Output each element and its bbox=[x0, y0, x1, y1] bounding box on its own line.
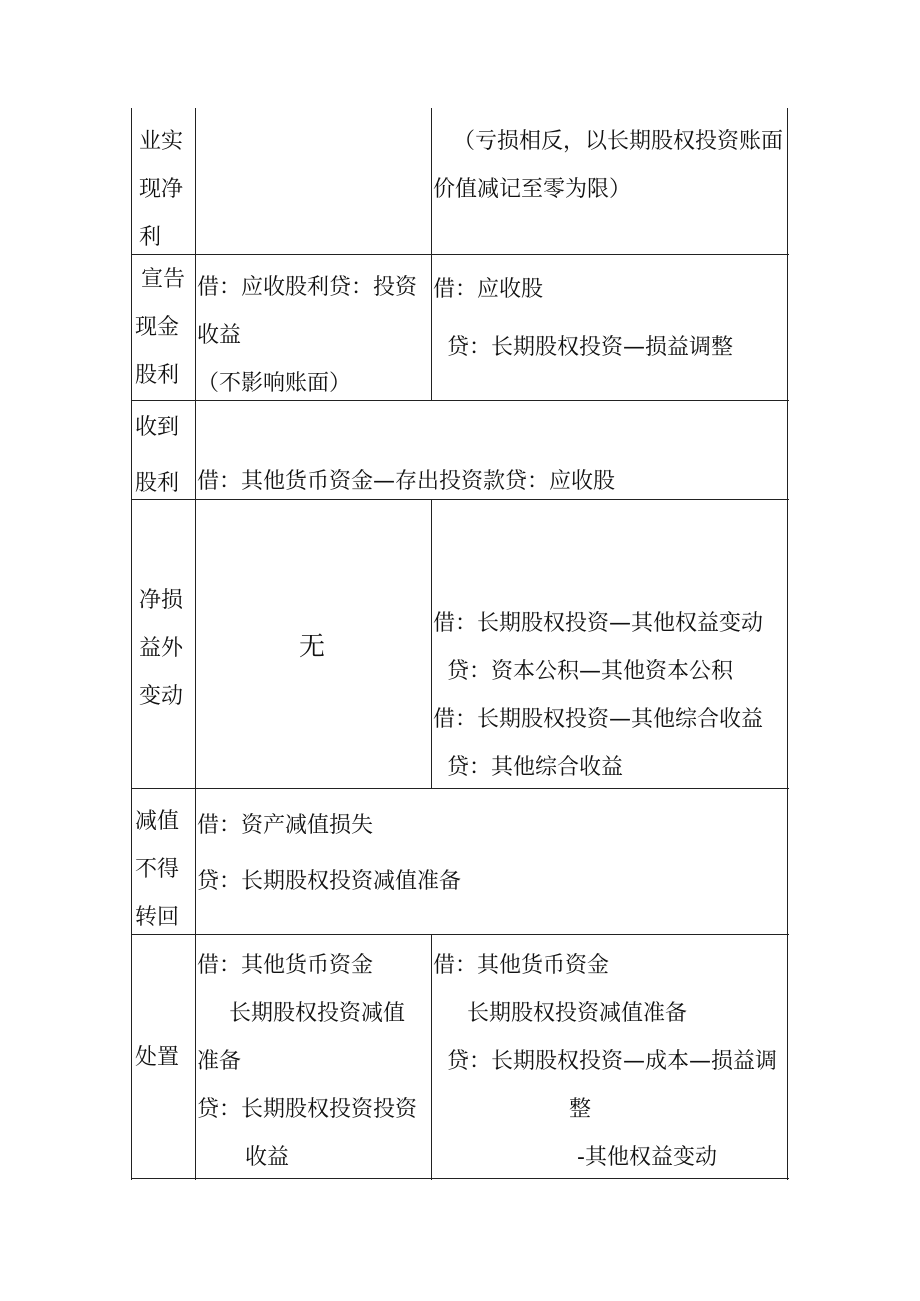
impairment-entry: 借：资产减值损失 贷：长期股权投资减值准备 bbox=[197, 813, 462, 894]
accounting-table bbox=[131, 108, 789, 1180]
cost-method-other-changes: 无 bbox=[299, 632, 326, 662]
equity-method-net-profit: （亏损相反，以长期股权投资账面 价值减记至零为限） bbox=[433, 129, 784, 202]
table-left-border bbox=[131, 108, 132, 1180]
row-label-receive-dividend: 收到 股利 bbox=[135, 415, 180, 496]
equity-method-cash-dividend: 借：应收股 贷：长期股权投资—损益调整 bbox=[433, 277, 734, 360]
row-label-net-profit: 业实 现净 利 bbox=[139, 129, 184, 250]
equity-method-other-changes: 借：长期股权投资—其他权益变动 贷：资本公积—其他资本公积 借：长期股权投资—其他综合收益 贷：其他综合收益 bbox=[433, 611, 764, 780]
table-right-border bbox=[787, 108, 788, 1180]
row-divider bbox=[131, 934, 789, 935]
equity-method-disposal: 借：其他货币资金 长期股权投资减值准备 贷：长期股权投资—成本—损益调 整 -其他权益变动 bbox=[433, 953, 778, 1170]
row-label-cash-dividend: 宣告 现金 股利 bbox=[135, 267, 186, 388]
cost-method-cash-dividend: 借：应收股利贷：投资 收益 （不影响账面） bbox=[197, 275, 418, 396]
cost-method-disposal: 借：其他货币资金 长期股权投资减值 准备 贷：长期股权投资投资 收益 bbox=[197, 953, 418, 1170]
column-divider bbox=[431, 499, 432, 788]
row-label-disposal: 处置 bbox=[135, 1045, 180, 1070]
row-divider bbox=[131, 254, 789, 255]
column-divider bbox=[431, 934, 432, 1180]
receive-dividend-entry: 借：其他货币资金—存出投资款贷：应收股 bbox=[197, 469, 616, 494]
column-divider bbox=[431, 108, 432, 400]
row-label-other-changes: 净损 益外 变动 bbox=[139, 588, 184, 709]
column-divider bbox=[195, 108, 196, 1180]
row-label-impairment: 减值 不得 转回 bbox=[135, 809, 180, 930]
